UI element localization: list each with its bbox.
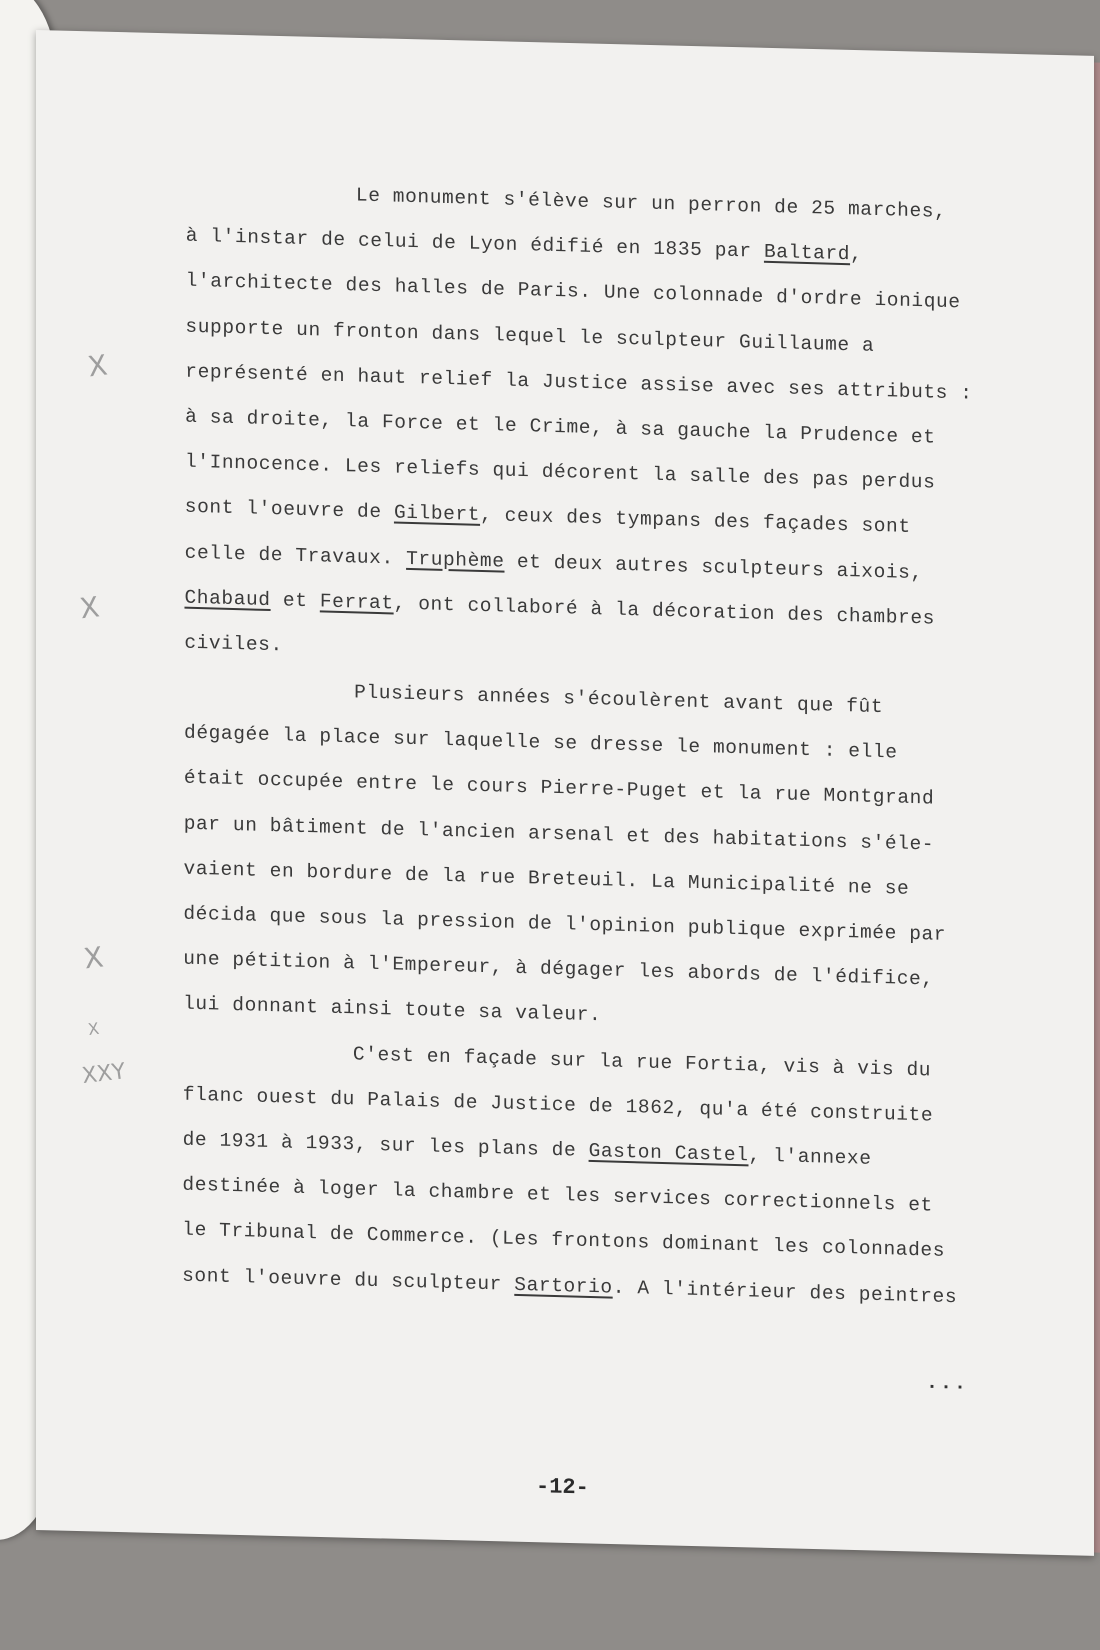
name-baltard: Baltard — [763, 240, 851, 266]
name-gaston-castel: Gaston Castel — [588, 1139, 749, 1167]
name-trupheme: Truphème — [406, 547, 505, 573]
text-line: à sa droite, la Force et le Crime, à sa gauche la Prudence et — [185, 405, 936, 449]
page-number: -12- — [536, 1474, 589, 1501]
name-gilbert: Gilbert — [393, 501, 481, 527]
name-chabaud: Chabaud — [184, 586, 271, 611]
text-line: représenté en haut relief la Justice assise avec ses attributs : — [185, 360, 973, 405]
text-line: l'architecte des halles de Paris. Une colonnade d'ordre ionique — [185, 270, 961, 314]
text-line: supporte un fronton dans lequel le sculpteur Guillaume a — [185, 315, 875, 357]
text-line: destinée à loger la chambre et les services correctionnels et — [182, 1173, 933, 1217]
text-line: l'Innocence. Les reliefs qui décorent la salle des pas perdus — [184, 450, 936, 494]
text-line: Plusieurs années s'écoulèrent avant que fût — [354, 681, 884, 719]
typed-page — [36, 30, 1094, 1556]
text-line: vaient en bordure de la rue Breteuil. La Municipalité ne se — [183, 857, 910, 900]
margin-mark: X — [77, 590, 102, 626]
text-line: C'est en façade sur la rue Fortia, vis à vis du — [352, 1042, 932, 1082]
text-line: civiles. — [184, 631, 283, 657]
margin-mark: X — [81, 940, 106, 976]
name-ferrat: Ferrat — [319, 590, 394, 615]
text-line: de 1931 à 1933, sur les plans de Gaston Castel, l'annexe — [182, 1128, 872, 1170]
text-line: une pétition à l'Empereur, à dégager les abords de l'édifice, — [183, 947, 934, 991]
text-line: Le monument s'élève sur un perron de 25 marches, — [355, 184, 947, 223]
body-text — [182, 169, 1036, 1322]
continuation-mark: ... — [926, 1371, 969, 1396]
text-line: était occupée entre le cours Pierre-Puget et la rue Montgrand — [183, 767, 935, 811]
margin-mark: X — [85, 348, 110, 384]
text-line: flanc ouest du Palais de Justice de 1862, qu'a été construite — [182, 1083, 934, 1127]
text-line: décida que sous la pression de l'opinion publique exprimée par — [183, 902, 947, 946]
name-sartorio: Sartorio — [514, 1273, 613, 1299]
text-line: dégagée la place sur laquelle se dresse le monument : elle — [183, 721, 898, 764]
text-line: Chabaud et Ferrat, ont collaboré à la décoration des chambres — [184, 586, 936, 630]
text-line: par un bâtiment de l'ancien arsenal et des habitations s'éle- — [183, 812, 935, 856]
text-line: sont l'oeuvre du sculpteur Sartorio. A l'intérieur des peintres — [182, 1264, 958, 1308]
margin-mark: X — [86, 1018, 101, 1039]
text-line: à l'instar de celui de Lyon édifié en 1835 par Baltard, — [185, 224, 863, 266]
text-line: sont l'oeuvre de Gilbert, ceux des tympans des façades sont — [184, 495, 911, 539]
text-line: lui donnant ainsi toute sa valeur. — [183, 992, 602, 1027]
text-line: le Tribunal de Commerce. (Les frontons dominant les colonnades — [182, 1218, 946, 1263]
margin-mark: XXY — [80, 1059, 128, 1090]
text-line: celle de Travaux. Truphème et deux autres sculpteurs aixois, — [184, 541, 923, 584]
